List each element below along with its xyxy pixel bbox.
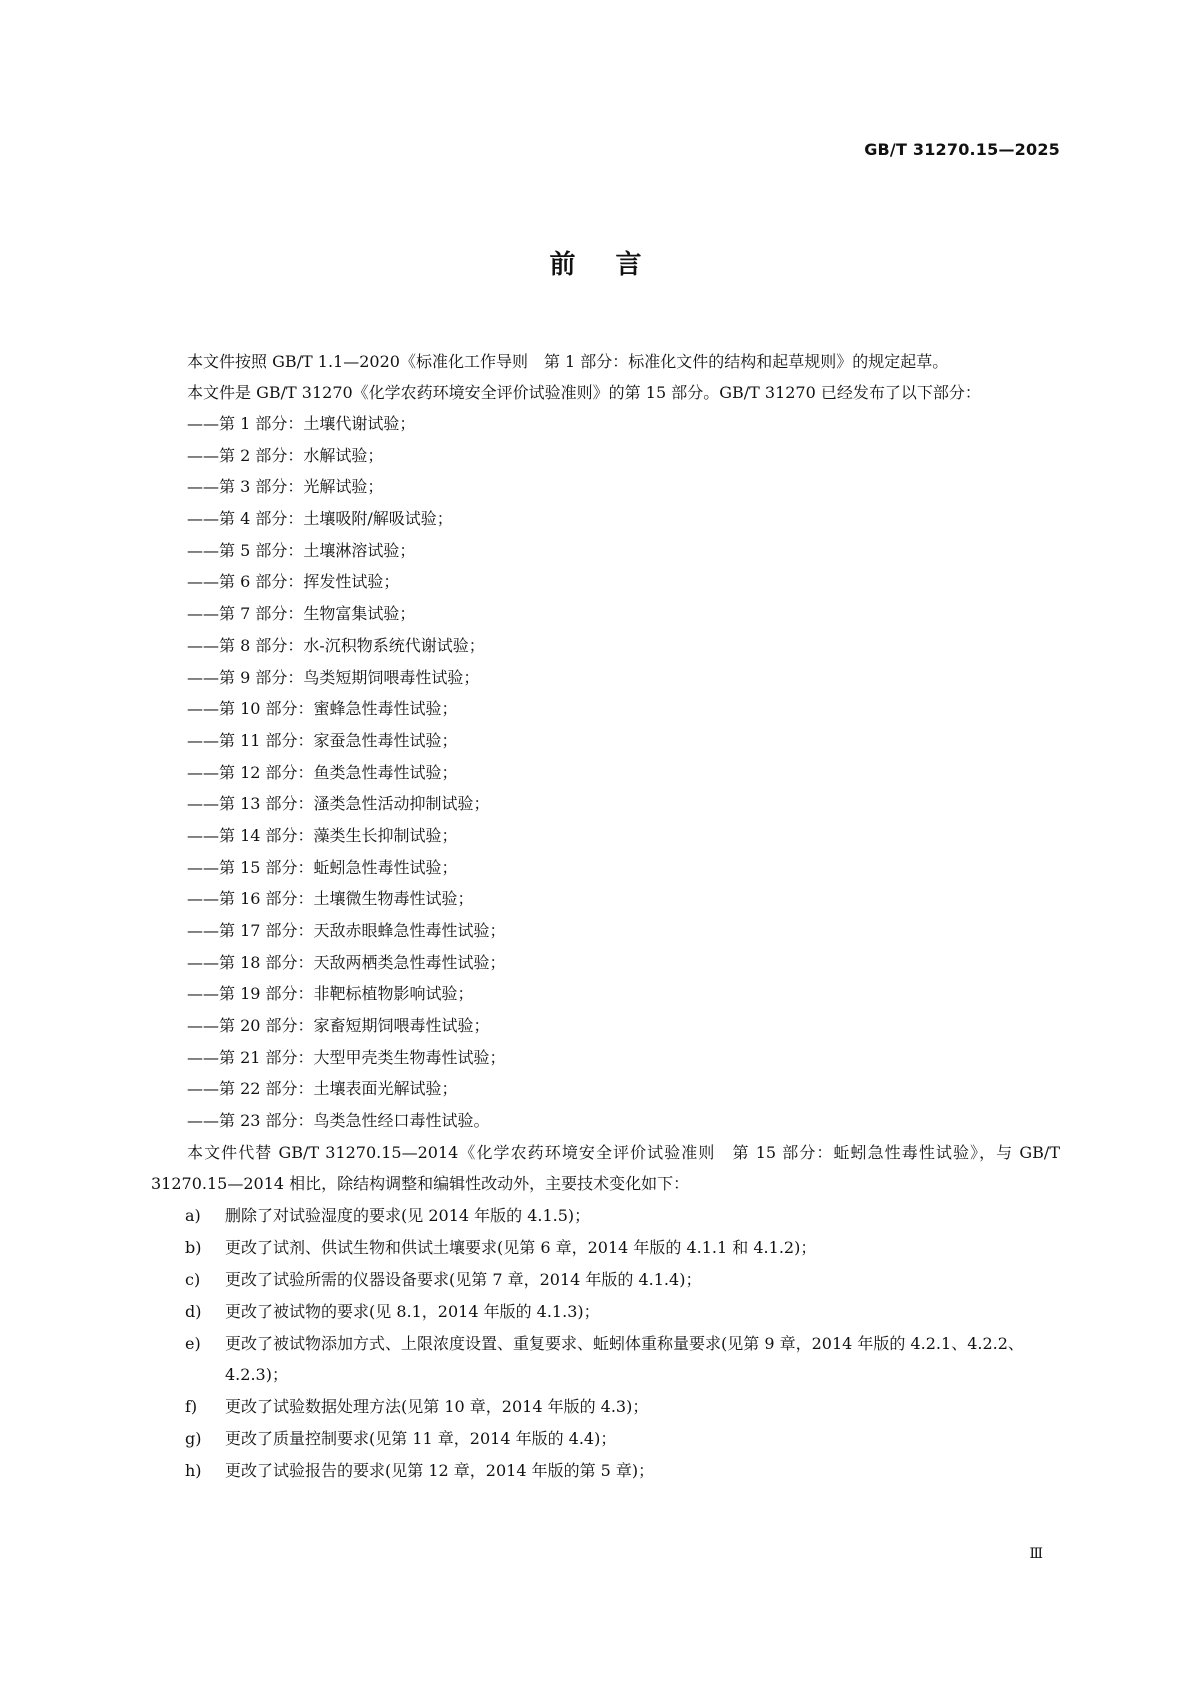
page-title: 前言 [549, 250, 682, 280]
change-item [151, 1296, 1060, 1327]
paragraph-series-intro: 本文件是 GB/T 31270《化学农药环境安全评价试验准则》的第 15 部分。GB/T 31270 已经发布了以下部分： [187, 383, 981, 402]
change-item-text: 删除了对试验湿度的要求(见 2014 年版的 4.1.5)； [225, 1205, 591, 1225]
change-item-text: 更改了被试物添加方式、上限浓度设置、重复要求、蚯蚓体重称量要求(见第 9 章，2014 年版的 4.2.1、4.2.2、4.2.3)； [225, 1333, 1024, 1384]
change-item [151, 1391, 1060, 1422]
published-parts-list [151, 408, 1060, 1137]
change-item [151, 1455, 1060, 1486]
list-item: ——第 15 部分：蚯蚓急性毒性试验； [187, 857, 458, 877]
list-item: ——第 9 部分：鸟类短期饲喂毒性试验； [187, 667, 480, 687]
change-item-text: 更改了质量控制要求(见第 11 章，2014 年版的 4.4)； [225, 1428, 617, 1448]
list-item: ——第 21 部分：大型甲壳类生物毒性试验； [187, 1047, 506, 1067]
list-item: ——第 14 部分：藻类生长抑制试验； [187, 825, 458, 845]
change-item-marker: h) [185, 1460, 202, 1480]
list-item: ——第 1 部分：土壤代谢试验； [187, 414, 416, 433]
change-item [151, 1232, 1060, 1263]
list-item: ——第 16 部分：土壤微生物毒性试验； [187, 889, 474, 909]
list-item: ——第 12 部分：鱼类急性毒性试验； [187, 762, 458, 782]
list-item: ——第 3 部分：光解试验； [187, 477, 384, 497]
change-item [151, 1423, 1060, 1454]
list-item: ——第 6 部分：挥发性试验； [187, 572, 400, 592]
change-item-marker: d) [185, 1301, 202, 1321]
list-item: ——第 20 部分：家畜短期饲喂毒性试验； [187, 1016, 490, 1036]
change-item [151, 1328, 1060, 1390]
change-item-text: 更改了试验数据处理方法(见第 10 章，2014 年版的 4.3)； [225, 1396, 649, 1416]
change-item-marker: a) [185, 1205, 201, 1225]
standard-code: GB/T 31270.15—2025 [864, 140, 1060, 159]
list-item: ——第 5 部分：土壤淋溶试验； [187, 540, 416, 560]
change-item-text: 更改了被试物的要求(见 8.1，2014 年版的 4.1.3)； [225, 1301, 600, 1321]
list-item: ——第 23 部分：鸟类急性经口毒性试验。 [187, 1111, 490, 1131]
change-item-marker: e) [185, 1333, 201, 1353]
list-item: ——第 22 部分：土壤表面光解试验； [187, 1079, 458, 1099]
list-item: ——第 13 部分：溞类急性活动抑制试验； [187, 794, 490, 814]
change-item-marker: c) [185, 1269, 201, 1289]
change-item-text: 更改了试验报告的要求(见第 12 章，2014 年版的第 5 章)； [225, 1460, 655, 1480]
list-item: ——第 10 部分：蜜蜂急性毒性试验； [187, 699, 458, 719]
list-item: ——第 18 部分：天敌两栖类急性毒性试验； [187, 952, 506, 972]
paragraph-replacement: 本文件代替 GB/T 31270.15—2014《化学农药环境安全评价试验准则 第 15 部分：蚯蚓急性毒性试验》，与 GB/T 31270.15—2014 相比，除结构调整和编辑性改动外，主要技术变化如下： [151, 1142, 1060, 1193]
change-item-marker: g) [185, 1428, 202, 1448]
change-item-marker: b) [185, 1237, 202, 1257]
preface-body [151, 346, 1060, 1487]
list-item: ——第 19 部分：非靶标植物影响试验； [187, 984, 474, 1004]
list-item: ——第 17 部分：天敌赤眼蜂急性毒性试验； [187, 921, 506, 940]
paragraph-drafting-rules: 本文件按照 GB/T 1.1—2020《标准化工作导则 第 1 部分：标准化文件的结构和起草规则》的规定起草。 [187, 352, 949, 371]
page-number: Ⅲ [1029, 1546, 1043, 1562]
change-item [151, 1200, 1060, 1231]
change-item [151, 1264, 1060, 1295]
list-item: ——第 8 部分：水-沉积物系统代谢试验； [187, 635, 485, 655]
list-item: ——第 7 部分：生物富集试验； [187, 604, 416, 624]
list-item: ——第 2 部分：水解试验； [187, 445, 384, 465]
change-item-text: 更改了试验所需的仪器设备要求(见第 7 章，2014 年版的 4.1.4)； [225, 1269, 702, 1289]
list-item: ——第 4 部分：土壤吸附/解吸试验； [187, 509, 453, 529]
technical-changes-list [151, 1200, 1060, 1486]
change-item-marker: f) [185, 1396, 198, 1416]
list-item: ——第 11 部分：家蚕急性毒性试验； [187, 730, 458, 750]
change-item-text: 更改了试剂、供试生物和供试土壤要求(见第 6 章，2014 年版的 4.1.1 和 4.1.2)； [225, 1237, 817, 1257]
